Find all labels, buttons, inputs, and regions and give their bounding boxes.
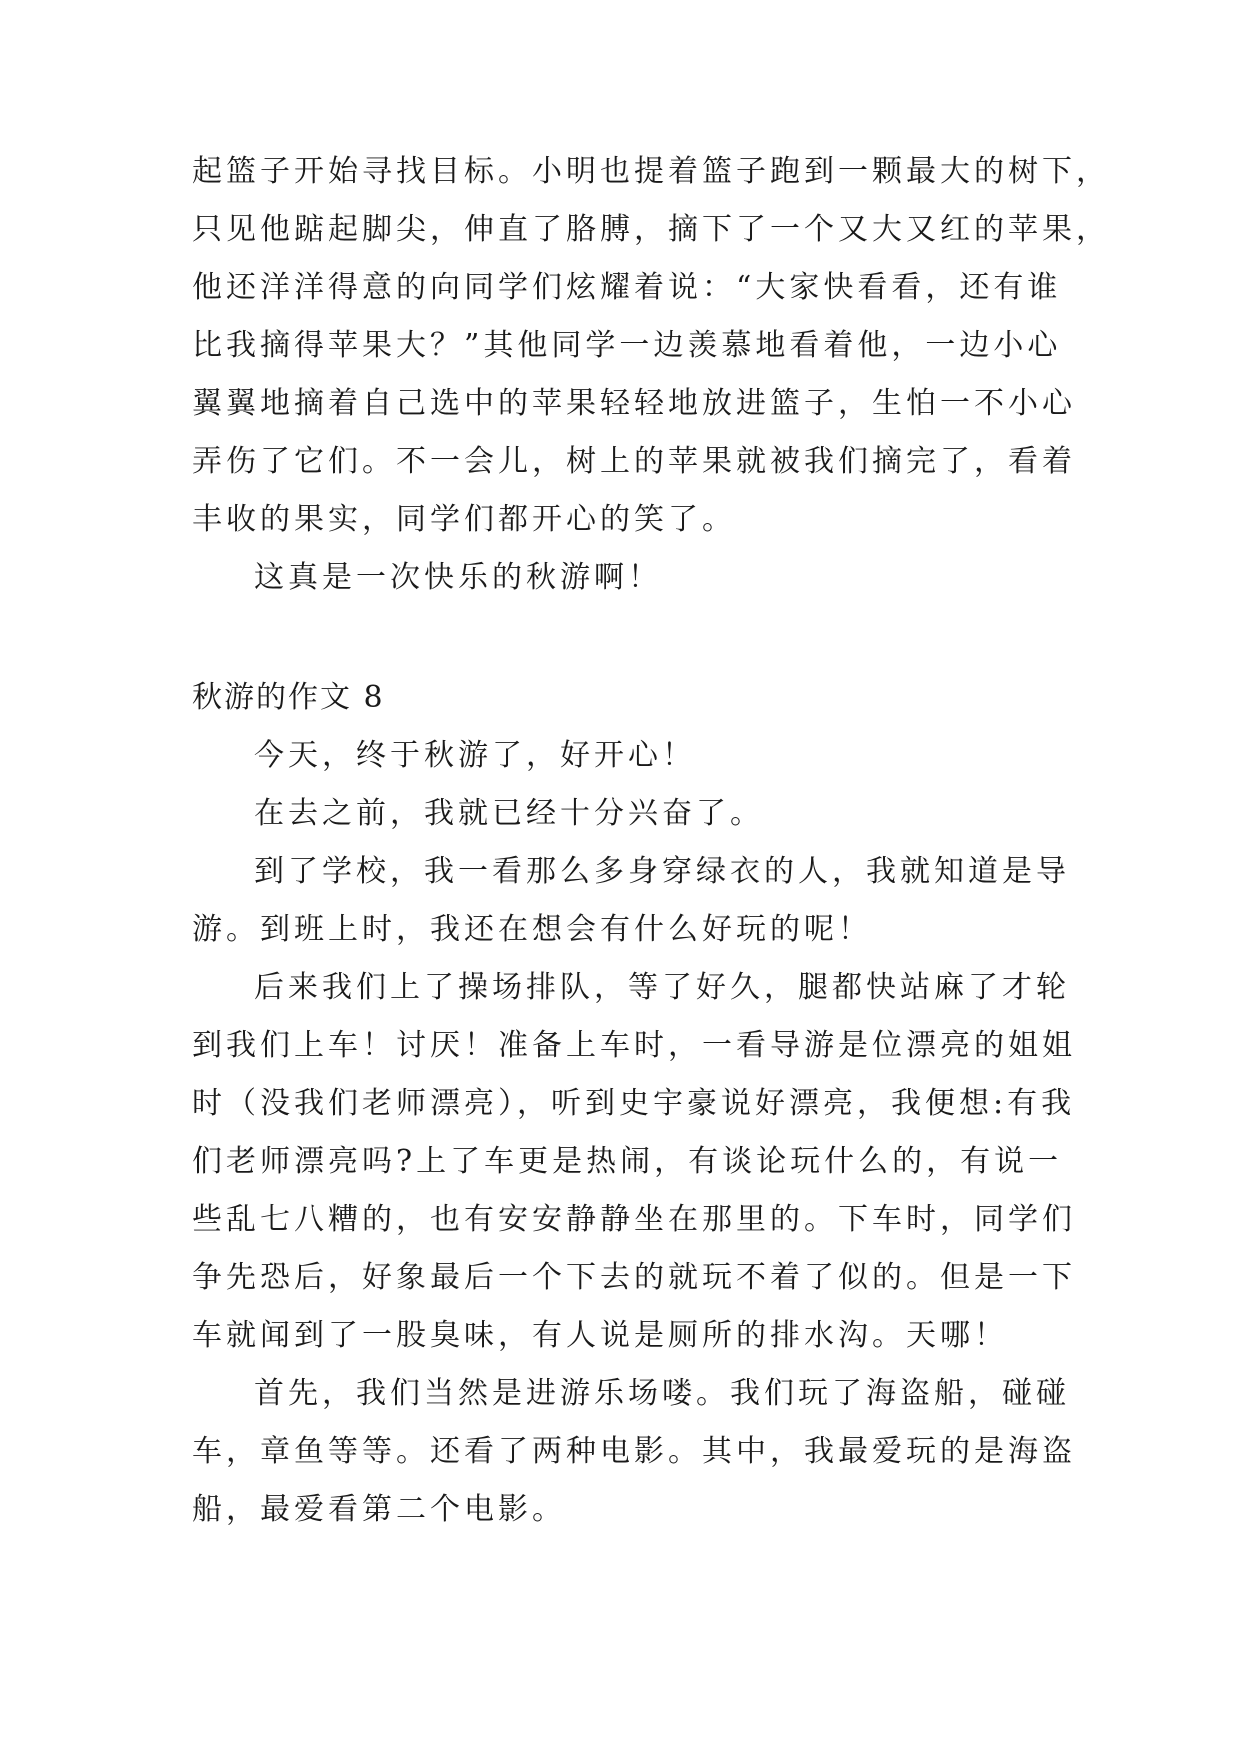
paragraph-line: 今天，终于秋游了，好开心！ <box>254 738 696 773</box>
text-line: 起篮子开始寻找目标。小明也提着篮子跑到一颗最大的树下， <box>192 154 1110 189</box>
text-line: 些乱七八糟的，也有安安静静坐在那里的。下车时，同学们 <box>192 1202 1076 1237</box>
text-line: 翼翼地摘着自己选中的苹果轻轻地放进篮子，生怕一不小心 <box>192 386 1076 421</box>
paragraph-line: 后来我们上了操场排队，等了好久，腿都快站麻了才轮 <box>254 970 1070 1005</box>
text-line: 只见他踮起脚尖，伸直了胳膊，摘下了一个又大又红的苹果， <box>192 212 1110 247</box>
text-line: 他还洋洋得意的向同学们炫耀着说：“大家快看看，还有谁 <box>192 270 1062 305</box>
section-title: 秋游的作文 8 <box>192 680 385 715</box>
paragraph-line: 到了学校，我一看那么多身穿绿衣的人，我就知道是导 <box>254 854 1070 889</box>
text-line: 争先恐后，好象最后一个下去的就玩不着了似的。但是一下 <box>192 1260 1076 1295</box>
text-line: 船，最爱看第二个电影。 <box>192 1492 566 1527</box>
text-line: 时（没我们老师漂亮），听到史宇豪说好漂亮，我便想:有我 <box>192 1086 1076 1121</box>
text-line: 们老师漂亮吗?上了车更是热闹，有谈论玩什么的，有说一 <box>192 1144 1063 1179</box>
paragraph-line: 这真是一次快乐的秋游啊！ <box>254 560 662 595</box>
text-line: 游。到班上时，我还在想会有什么好玩的呢！ <box>192 912 872 947</box>
text-line: 比我摘得苹果大？”其他同学一边羡慕地看着他，一边小心 <box>192 328 1062 363</box>
paragraph-line: 首先，我们当然是进游乐场喽。我们玩了海盗船，碰碰 <box>254 1376 1070 1411</box>
text-line: 车就闻到了一股臭味，有人说是厕所的排水沟。天哪！ <box>192 1318 1008 1353</box>
paragraph-line: 在去之前，我就已经十分兴奋了。 <box>254 796 764 831</box>
text-line: 丰收的果实，同学们都开心的笑了。 <box>192 502 736 537</box>
text-line: 车，章鱼等等。还看了两种电影。其中，我最爱玩的是海盗 <box>192 1434 1076 1469</box>
text-line: 到我们上车！讨厌！准备上车时，一看导游是位漂亮的姐姐 <box>192 1028 1076 1063</box>
text-line: 弄伤了它们。不一会儿，树上的苹果就被我们摘完了，看着 <box>192 444 1076 479</box>
